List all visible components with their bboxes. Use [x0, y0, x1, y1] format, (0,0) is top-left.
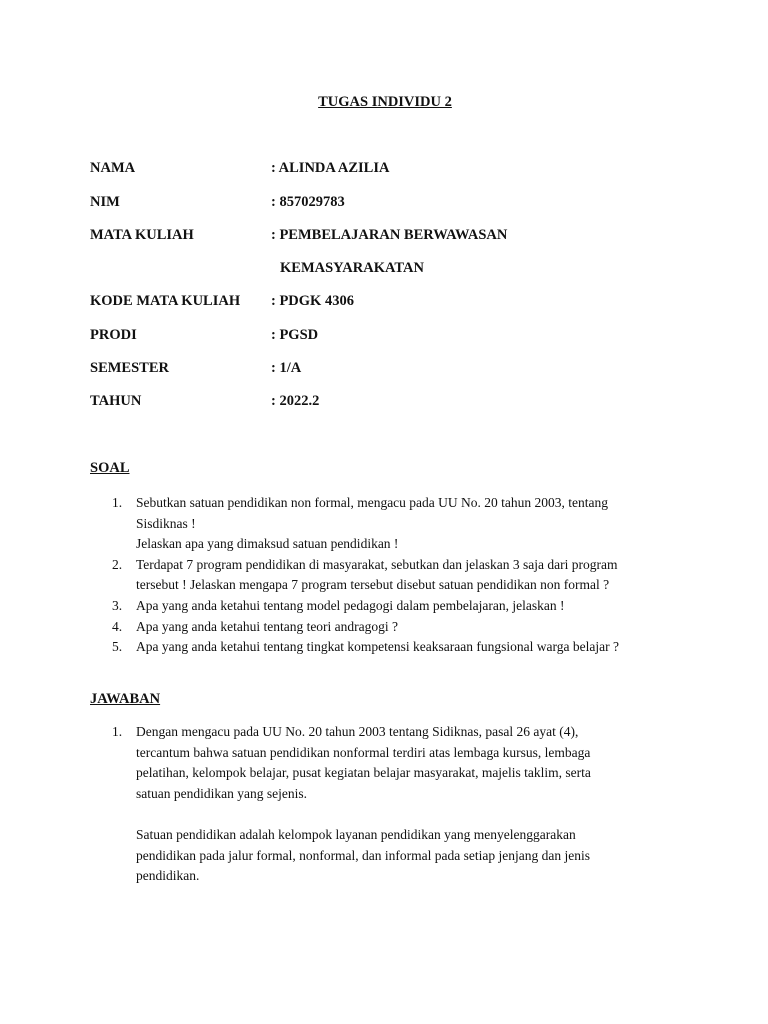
identity-row-tahun [90, 393, 319, 410]
list-number: 3. [112, 597, 123, 613]
list-line: Apa yang anda ketahui tentang tingkat kompetensi keaksaraan fungsional warga belajar ? [136, 639, 619, 655]
list-item [90, 637, 690, 658]
identity-row-semester [90, 360, 301, 377]
identity-value-continuation: KEMASYARAKATAN [280, 260, 424, 276]
answer-line: pendidikan. [136, 868, 200, 884]
list-line: Sebutkan satuan pendidikan non formal, mengacu pada UU No. 20 tahun 2003, tentang [136, 495, 609, 510]
answer-line: pelatihan, kelompok belajar, pusat kegiatan belajar masyarakat, majelis taklim, serta [136, 765, 591, 781]
answer-line: pendidikan pada jalur formal, nonformal, dan informal pada setiap jenjang dan jenis [136, 847, 590, 863]
list-item [90, 555, 690, 596]
list-line: Apa yang anda ketahui tentang teori andragogi ? [136, 618, 399, 634]
identity-value: : PEMBELAJARAN BERWAWASAN [271, 227, 508, 243]
identity-value: : ALINDA AZILIA [271, 160, 390, 176]
paragraph-gap [136, 804, 690, 825]
identity-value: : 857029783 [271, 194, 345, 210]
identity-value: : 1/A [271, 360, 302, 376]
list-item [90, 596, 690, 617]
answer-line: satuan pendidikan yang sejenis. [136, 785, 307, 801]
soal-list [90, 493, 690, 658]
identity-value: : PGSD [271, 327, 319, 343]
identity-label: PRODI [90, 327, 137, 343]
list-line: Terdapat 7 program pendidikan di masyarakat, sebutkan dan jelaskan 3 saja dari program [136, 556, 618, 572]
identity-label: NAMA [90, 160, 136, 176]
answer-line: tercantum bahwa satuan pendidikan nonformal terdiri atas lembaga kursus, lembaga [136, 744, 591, 760]
identity-row-mata-kuliah [90, 227, 507, 244]
list-number: 1. [112, 495, 123, 510]
identity-row-prodi [90, 327, 318, 344]
identity-value: : 2022.2 [271, 393, 320, 409]
identity-row-nim [90, 194, 345, 211]
list-line: Apa yang anda ketahui tentang model pedagogi dalam pembelajaran, jelaskan ! [136, 597, 565, 613]
page-title: TUGAS INDIVIDU 2 [318, 94, 452, 110]
identity-label: NIM [90, 194, 120, 210]
soal-heading: SOAL [90, 460, 130, 476]
answer-line: Satuan pendidikan adalah kelompok layanan pendidikan yang menyelenggarakan [136, 826, 576, 842]
list-item [90, 493, 690, 555]
list-item [90, 722, 690, 887]
identity-row-kode-mata-kuliah [90, 293, 354, 310]
list-line: tersebut ! Jelaskan mengapa 7 program tersebut disebut satuan pendidikan non formal ? [136, 577, 610, 593]
jawaban-heading: JAWABAN [90, 691, 161, 707]
identity-label: SEMESTER [90, 360, 169, 376]
jawaban-list [90, 722, 690, 887]
list-number: 1. [112, 724, 123, 739]
answer-line: Dengan mengacu pada UU No. 20 tahun 2003 tentang Sidiknas, pasal 26 ayat (4), [136, 724, 579, 739]
list-line: Sisdiknas ! [136, 515, 196, 531]
list-number: 2. [112, 556, 123, 572]
identity-value: : PDGK 4306 [271, 293, 354, 309]
list-number: 4. [112, 618, 123, 634]
list-line: Jelaskan apa yang dimaksud satuan pendidikan ! [136, 536, 399, 552]
list-number: 5. [112, 639, 123, 655]
identity-label: KODE MATA KULIAH [90, 293, 241, 309]
list-item [90, 617, 690, 638]
identity-label: MATA KULIAH [90, 227, 194, 243]
identity-label: TAHUN [90, 393, 142, 409]
identity-row-nama [90, 160, 389, 177]
